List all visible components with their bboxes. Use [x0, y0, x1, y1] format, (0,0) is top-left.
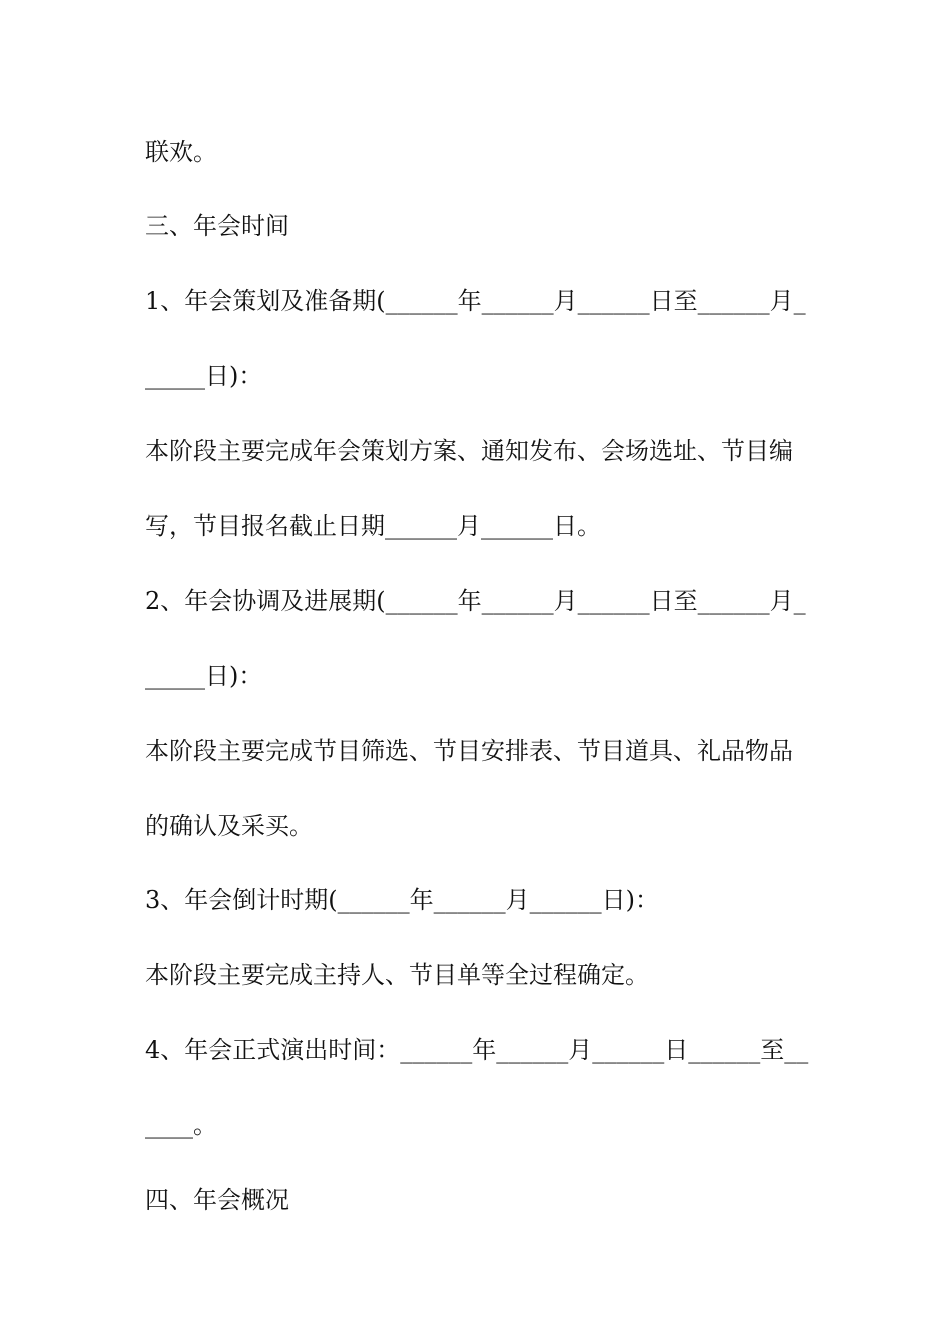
text-line: 4、年会正式演出时间：______年______月______日______至__	[145, 1036, 809, 1064]
text-line: 3、年会倒计时期(______年______月______日)：	[145, 886, 659, 914]
text-line: 联欢。	[145, 138, 217, 166]
text-line: 2、年会协调及进展期(______年______月______日至______月_	[145, 587, 806, 615]
text-line: 的确认及采买。	[145, 812, 313, 840]
text-line: 1、年会策划及准备期(______年______月______日至______月_	[145, 287, 806, 315]
text-line: _____日)：	[145, 662, 263, 690]
section-heading: 四、年会概况	[145, 1186, 289, 1214]
text-line: 本阶段主要完成节目筛选、节目安排表、节目道具、礼品物品	[145, 737, 793, 765]
section-heading: 三、年会时间	[145, 212, 289, 240]
text-line: _____日)：	[145, 362, 263, 390]
text-line: 本阶段主要完成主持人、节目单等全过程确定。	[145, 961, 649, 989]
text-line: 写，节目报名截止日期______月______日。	[145, 512, 601, 540]
text-line: ____。	[145, 1111, 217, 1139]
text-line: 本阶段主要完成年会策划方案、通知发布、会场选址、节目编	[145, 437, 793, 465]
